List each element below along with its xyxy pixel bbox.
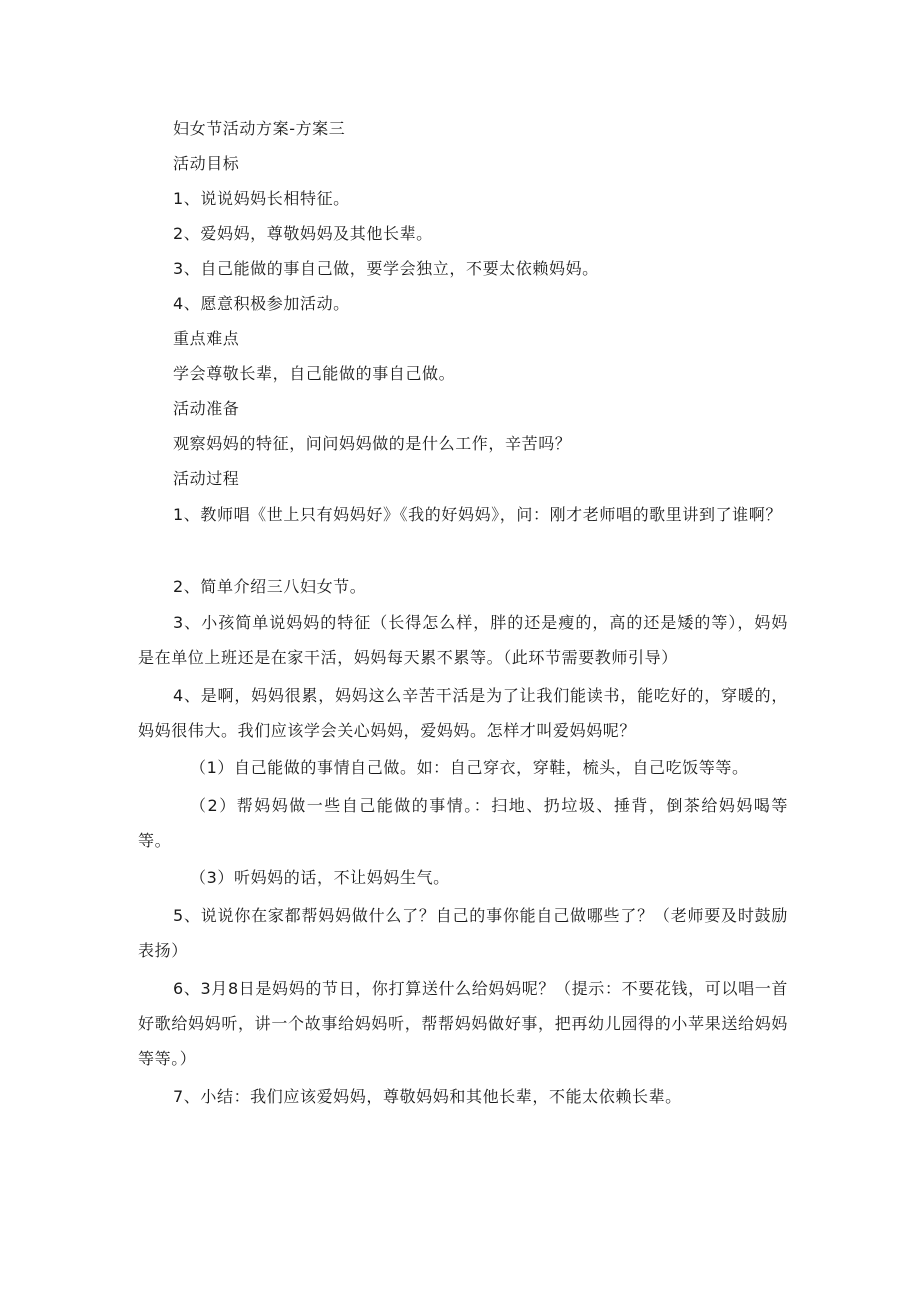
process-substep: （1）自己能做的事情自己做。如：自己穿衣，穿鞋，梳头，自己吃饭等等。 — [190, 758, 749, 777]
goals-heading: 活动目标 — [173, 154, 240, 173]
process-step: 2、简单介绍三八妇女节。 — [173, 577, 367, 596]
goal-item: 4、愿意积极参加活动。 — [173, 294, 350, 313]
process-step: 7、小结：我们应该爱妈妈，尊敬妈妈和其他长辈，不能太依赖长辈。 — [173, 1087, 682, 1106]
key-text: 学会尊敬长辈，自己能做的事自己做。 — [173, 364, 456, 383]
goal-item: 2、爱妈妈，尊敬妈妈及其他长辈。 — [173, 224, 433, 243]
process-substep: （2）帮妈妈做一些自己能做的事情。：扫地、扔垃圾、捶背，倒茶给妈妈喝等等。 — [138, 796, 788, 850]
process-step: 1、教师唱《世上只有妈妈好》《我的好妈妈》，问：刚才老师唱的歌里讲到了谁啊？ — [173, 505, 782, 524]
prep-text: 观察妈妈的特征，问问妈妈做的是什么工作，辛苦吗？ — [173, 434, 572, 453]
goal-item: 1、说说妈妈长相特征。 — [173, 189, 350, 208]
process-substep: （3）听妈妈的话，不让妈妈生气。 — [190, 868, 450, 887]
key-heading: 重点难点 — [173, 329, 240, 348]
prep-heading: 活动准备 — [173, 399, 240, 418]
process-step: 6、3月8日是妈妈的节日，你打算送什么给妈妈呢？（提示：不要花钱，可以唱一首好歌给妈妈听，讲一个故事给妈妈听，帮帮妈妈做好事，把再幼儿园得的小苹果送给妈妈等等。） — [138, 979, 788, 1068]
process-step: 3、小孩简单说妈妈的特征（长得怎么样，胖的还是瘦的，高的还是矮的等），妈妈是在单位上班还是在家干活，妈妈每天累不累等。（此环节需要教师引导） — [138, 613, 788, 667]
process-heading: 活动过程 — [173, 469, 240, 488]
document-title: 妇女节活动方案-方案三 — [173, 119, 346, 138]
process-step: 5、说说你在家都帮妈妈做什么了？自己的事你能自己做哪些了？（老师要及时鼓励表扬） — [138, 906, 788, 960]
process-step: 4、是啊，妈妈很累，妈妈这么辛苦干活是为了让我们能读书，能吃好的，穿暖的，妈妈很伟大。我们应该学会关心妈妈，爱妈妈。怎样才叫爱妈妈呢？ — [138, 686, 788, 740]
goal-item: 3、自己能做的事自己做，要学会独立，不要太依赖妈妈。 — [173, 259, 599, 278]
